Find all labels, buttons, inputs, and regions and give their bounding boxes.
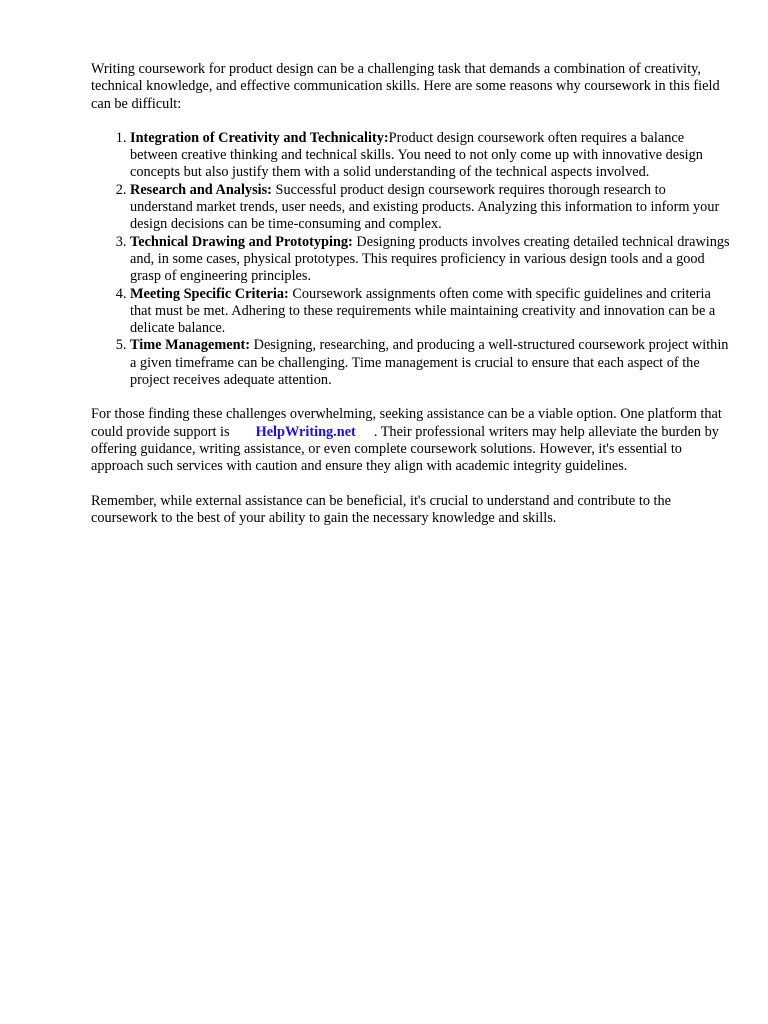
helpwriting-link[interactable]: HelpWriting.net xyxy=(255,423,356,440)
item-text: Designing products involves creating detailed technical drawings and, in some cases, physical prototypes. This requires proficiency in various design tools and a good grasp of engineering principles. xyxy=(130,233,730,285)
list-item xyxy=(130,130,731,182)
list-item xyxy=(130,337,731,389)
intro-paragraph: Writing coursework for product design can be a challenging task that demands a combination of creativity, technical knowledge, and effective communication skills. Here are some reasons why coursework in this field can be difficult: xyxy=(91,61,720,112)
item-text: Designing, researching, and producing a well-structured coursework project within a given timeframe can be challenging. Time management is crucial to ensure that each aspect of the project receives adequate attention. xyxy=(130,337,729,389)
list-item xyxy=(130,182,731,234)
document-page xyxy=(91,61,731,544)
item-title: Technical Drawing and Prototyping: xyxy=(130,233,353,250)
list-item xyxy=(130,234,731,286)
list-item xyxy=(130,286,731,338)
closing-paragraph: Remember, while external assistance can be beneficial, it's crucial to understand and contribute to the coursework to the best of your ability to gain the necessary knowledge and skills. xyxy=(91,492,672,526)
assistance-paragraph xyxy=(91,406,731,475)
item-title: Research and Analysis: xyxy=(130,181,272,198)
assistance-text-after: . Their professional writers may help alleviate the burden by offering guidance, writing assistance, or even complete coursework solutions. However, it's essential to approach such services with caution and ensure they align with academic integrity guidelines. xyxy=(91,423,719,475)
item-title: Time Management: xyxy=(130,337,251,354)
item-title: Integration of Creativity and Technicality: xyxy=(130,129,389,146)
assistance-text-before: For those finding these challenges overwhelming, seeking assistance can be a viable option. One platform that could provide support is xyxy=(91,406,722,440)
reasons-list xyxy=(91,130,731,389)
item-text: Product design coursework often requires a balance between creative thinking and technical skills. You need to not only come up with innovative design concepts but also justify them with a solid understanding of the technical aspects involved. xyxy=(130,129,703,181)
item-text: Successful product design coursework requires thorough research to understand market trends, user needs, and existing products. Analyzing this information to inform your design decisions can be time-consuming and complex. xyxy=(130,181,720,233)
item-title: Meeting Specific Criteria: xyxy=(130,285,289,302)
item-text: Coursework assignments often come with specific guidelines and criteria that must be met. Adhering to these requirements while maintaining creativity and innovation can be a delicate balance. xyxy=(130,285,716,337)
